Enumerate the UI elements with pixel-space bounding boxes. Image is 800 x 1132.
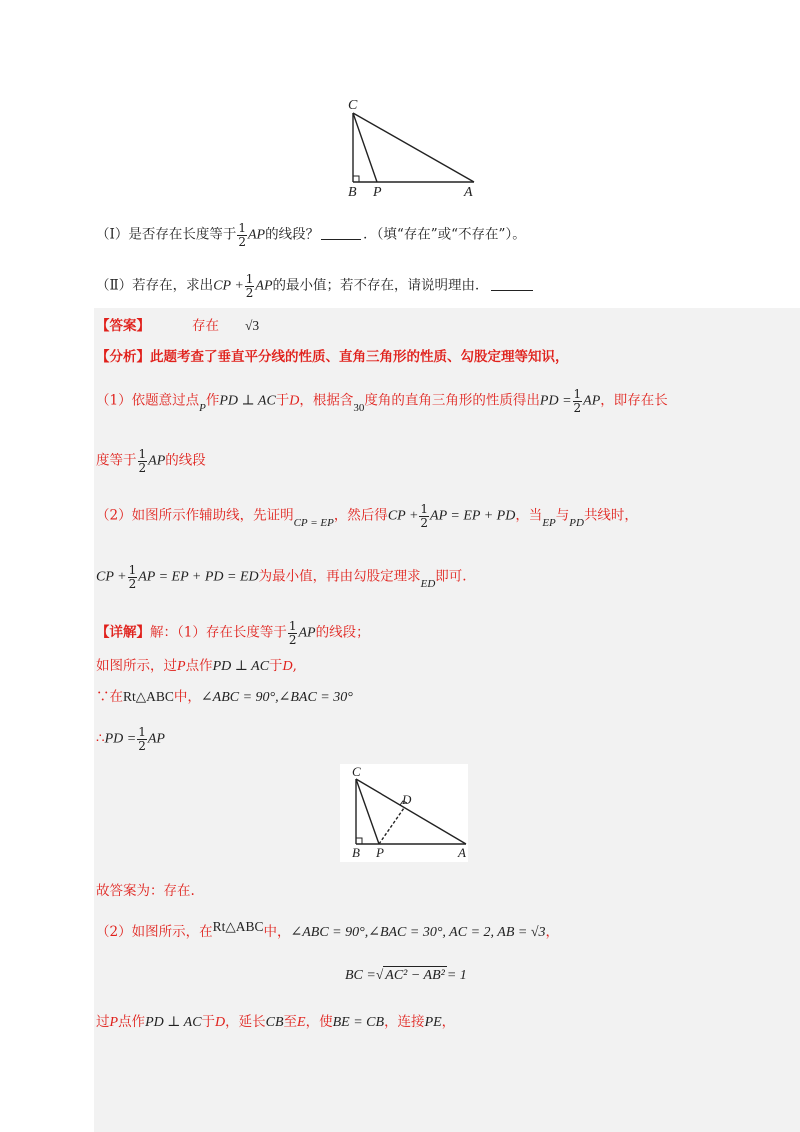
label-c: C [348, 98, 358, 113]
question-2: （Ⅱ）若存在，求出CP + $\frac{1}{2}$ AP的最小值；若不存在，请说明理由． [96, 273, 535, 299]
analysis-p2: （2）如图所示作辅助线，先证明$_{CP = EP}$，然后得CP + $\frac{1}{2}$ AP = EP + PD，当$_{EP}$与$_{PD}$共线时， [96, 502, 638, 530]
analysis-p1-cont: 度等于 $\frac{1}{2}$ AP的线段 [96, 447, 206, 475]
triangle-figure-2 [340, 764, 470, 864]
fraction: $\frac{1}{2}$ [245, 272, 254, 300]
label-p: P [376, 845, 384, 860]
question-1: （Ⅰ）是否存在长度等于 $\frac{1}{2}$ AP的线段？ ．（填“存在”或“不存在”）。 [96, 221, 526, 249]
fraction: $\frac{1}{2}$ [238, 221, 246, 249]
answer-region [94, 308, 800, 1132]
label-p: P [373, 185, 382, 200]
detail-d3: ∵在Rt△ABC中，∠ABC = 90°,∠BAC = 30° [96, 689, 353, 705]
label-a: A [464, 185, 473, 200]
answer-line: 【答案】 存在 √3 [96, 318, 260, 334]
detail-d1: 【详解】解：（1）存在长度等于 $\frac{1}{2}$ AP的线段； [96, 619, 370, 647]
analysis-p3: CP + $\frac{1}{2}$ AP = EP + PD = ED为最小值，再由勾股定理求$_{ED}$即可. [96, 563, 467, 591]
detail-d8: 过P点作PD ⊥ AC于D，延长CB至E，使BE = CB，连接PE， [96, 1014, 456, 1030]
label-b: B [352, 845, 360, 860]
label-a: A [458, 845, 466, 860]
detail-d4: ∴PD = $\frac{1}{2}$ AP [96, 725, 165, 753]
detail-d7-formula: BC =√ AC² − AB² = 1 [345, 967, 467, 983]
detail-d5: 故答案为：存在. [96, 883, 195, 899]
label-b: B [348, 185, 357, 200]
analysis-intro: 【分析】此题考查了垂直平分线的性质、直角三角形的性质、勾股定理等知识， [96, 349, 569, 365]
triangle-figure-1 [335, 95, 485, 200]
detail-d2: 如图所示，过P点作PD ⊥ AC于D, [96, 658, 297, 674]
label-d: D [402, 792, 412, 807]
analysis-p1: （1）依题意过点$_P$作PD ⊥ AC于D，根据含$_{30}$度角的直角三角形的性质得出PD = $\frac{1}{2}$ AP，即存在长 [96, 387, 668, 415]
detail-d6: （2）如图所示，在Rt△ABC中，∠ABC = 90°,∠BAC = 30°, AC = 2, AB = √3， [96, 919, 560, 940]
answer-blank-2[interactable] [491, 290, 533, 291]
label-c: C [352, 764, 361, 779]
answer-blank-1[interactable] [321, 239, 361, 240]
